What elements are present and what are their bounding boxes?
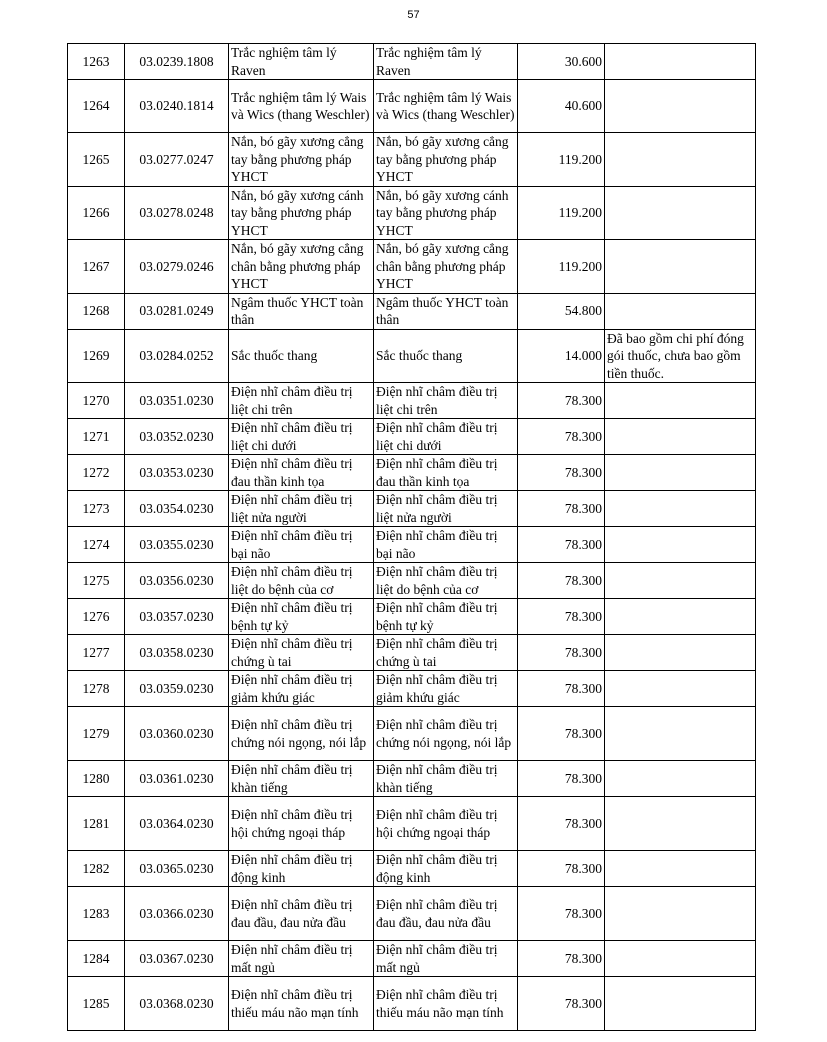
price-cell: 78.300: [518, 761, 605, 797]
service-name-cell: Điện nhĩ châm điều trị liệt chi dưới: [229, 419, 374, 455]
approved-name-cell: Điện nhĩ châm điều trị mất ngủ: [374, 941, 518, 977]
service-name-cell: Ngâm thuốc YHCT toàn thân: [229, 293, 374, 329]
approved-name-cell: Điện nhĩ châm điều trị đau đầu, đau nửa đầu: [374, 887, 518, 941]
approved-name-cell: Điện nhĩ châm điều trị động kinh: [374, 851, 518, 887]
service-name-cell: Điện nhĩ châm điều trị chứng nói ngọng, nói lắp: [229, 707, 374, 761]
note-cell: [605, 563, 756, 599]
service-name-cell: Điện nhĩ châm điều trị đau đầu, đau nửa đầu: [229, 887, 374, 941]
approved-name-cell: Sắc thuốc thang: [374, 329, 518, 383]
price-cell: 40.600: [518, 80, 605, 133]
price-cell: 78.300: [518, 887, 605, 941]
service-code-cell: 03.0358.0230: [125, 635, 229, 671]
price-cell: 78.300: [518, 797, 605, 851]
approved-name-cell: Điện nhĩ châm điều trị hội chứng ngoại tháp: [374, 797, 518, 851]
row-number-cell: 1279: [68, 707, 125, 761]
price-cell: 119.200: [518, 133, 605, 187]
approved-name-cell: Nắn, bó gãy xương cánh tay bằng phương pháp YHCT: [374, 186, 518, 240]
service-name-cell: Điện nhĩ châm điều trị thiếu máu não mạn tính: [229, 977, 374, 1031]
note-cell: [605, 419, 756, 455]
table-row: [68, 383, 756, 419]
table-row: [68, 887, 756, 941]
note-cell: Đã bao gồm chi phí đóng gói thuốc, chưa bao gồm tiền thuốc.: [605, 329, 756, 383]
service-name-cell: Điện nhĩ châm điều trị hội chứng ngoại tháp: [229, 797, 374, 851]
approved-name-cell: Điện nhĩ châm điều trị liệt chi trên: [374, 383, 518, 419]
service-code-cell: 03.0356.0230: [125, 563, 229, 599]
note-cell: [605, 293, 756, 329]
service-code-cell: 03.0281.0249: [125, 293, 229, 329]
note-cell: [605, 599, 756, 635]
approved-name-cell: Trắc nghiệm tâm lý Wais và Wics (thang Weschler): [374, 80, 518, 133]
service-code-cell: 03.0352.0230: [125, 419, 229, 455]
note-cell: [605, 133, 756, 187]
table-row: [68, 941, 756, 977]
table-row: [68, 80, 756, 133]
service-code-cell: 03.0364.0230: [125, 797, 229, 851]
price-table: [67, 43, 756, 1031]
note-cell: [605, 941, 756, 977]
note-cell: [605, 887, 756, 941]
service-name-cell: Điện nhĩ châm điều trị khàn tiếng: [229, 761, 374, 797]
price-cell: 78.300: [518, 383, 605, 419]
table-row: [68, 977, 756, 1031]
service-name-cell: Điện nhĩ châm điều trị đau thần kinh tọa: [229, 455, 374, 491]
table-row: [68, 240, 756, 294]
service-name-cell: Trắc nghiệm tâm lý Raven: [229, 44, 374, 80]
price-cell: 78.300: [518, 455, 605, 491]
approved-name-cell: Điện nhĩ châm điều trị đau thần kinh tọa: [374, 455, 518, 491]
service-code-cell: 03.0279.0246: [125, 240, 229, 294]
service-name-cell: Điện nhĩ châm điều trị liệt chi trên: [229, 383, 374, 419]
service-code-cell: 03.0368.0230: [125, 977, 229, 1031]
price-cell: 78.300: [518, 599, 605, 635]
service-name-cell: Điện nhĩ châm điều trị giảm khứu giác: [229, 671, 374, 707]
service-name-cell: Nắn, bó gãy xương cẳng tay bằng phương pháp YHCT: [229, 133, 374, 187]
service-code-cell: 03.0278.0248: [125, 186, 229, 240]
price-cell: 78.300: [518, 635, 605, 671]
service-code-cell: 03.0240.1814: [125, 80, 229, 133]
table-row: [68, 707, 756, 761]
row-number-cell: 1282: [68, 851, 125, 887]
service-name-cell: Trắc nghiệm tâm lý Wais và Wics (thang Weschler): [229, 80, 374, 133]
service-name-cell: Điện nhĩ châm điều trị liệt nửa người: [229, 491, 374, 527]
approved-name-cell: Điện nhĩ châm điều trị khàn tiếng: [374, 761, 518, 797]
note-cell: [605, 527, 756, 563]
price-cell: 78.300: [518, 851, 605, 887]
service-name-cell: Sắc thuốc thang: [229, 329, 374, 383]
price-cell: 119.200: [518, 186, 605, 240]
service-code-cell: 03.0366.0230: [125, 887, 229, 941]
row-number-cell: 1268: [68, 293, 125, 329]
approved-name-cell: Trắc nghiệm tâm lý Raven: [374, 44, 518, 80]
row-number-cell: 1281: [68, 797, 125, 851]
note-cell: [605, 635, 756, 671]
service-code-cell: 03.0355.0230: [125, 527, 229, 563]
table-row: [68, 671, 756, 707]
service-code-cell: 03.0365.0230: [125, 851, 229, 887]
service-code-cell: 03.0361.0230: [125, 761, 229, 797]
table-row: [68, 44, 756, 80]
table-row: [68, 599, 756, 635]
price-cell: 14.000: [518, 329, 605, 383]
note-cell: [605, 977, 756, 1031]
note-cell: [605, 491, 756, 527]
service-name-cell: Điện nhĩ châm điều trị động kinh: [229, 851, 374, 887]
row-number-cell: 1275: [68, 563, 125, 599]
row-number-cell: 1284: [68, 941, 125, 977]
row-number-cell: 1283: [68, 887, 125, 941]
price-cell: 78.300: [518, 671, 605, 707]
row-number-cell: 1285: [68, 977, 125, 1031]
service-code-cell: 03.0360.0230: [125, 707, 229, 761]
service-name-cell: Điện nhĩ châm điều trị bại não: [229, 527, 374, 563]
price-cell: 78.300: [518, 491, 605, 527]
note-cell: [605, 851, 756, 887]
service-code-cell: 03.0353.0230: [125, 455, 229, 491]
approved-name-cell: Điện nhĩ châm điều trị liệt do bệnh của cơ: [374, 563, 518, 599]
table-row: [68, 563, 756, 599]
table-row: [68, 186, 756, 240]
price-cell: 78.300: [518, 563, 605, 599]
note-cell: [605, 186, 756, 240]
table-row: [68, 293, 756, 329]
price-cell: 78.300: [518, 977, 605, 1031]
note-cell: [605, 671, 756, 707]
note-cell: [605, 707, 756, 761]
service-code-cell: 03.0367.0230: [125, 941, 229, 977]
approved-name-cell: Điện nhĩ châm điều trị bại não: [374, 527, 518, 563]
price-cell: 78.300: [518, 707, 605, 761]
price-cell: 78.300: [518, 527, 605, 563]
note-cell: [605, 44, 756, 80]
service-code-cell: 03.0357.0230: [125, 599, 229, 635]
row-number-cell: 1276: [68, 599, 125, 635]
note-cell: [605, 80, 756, 133]
approved-name-cell: Điện nhĩ châm điều trị chứng nói ngọng, nói lắp: [374, 707, 518, 761]
table-row: [68, 419, 756, 455]
service-name-cell: Điện nhĩ châm điều trị chứng ù tai: [229, 635, 374, 671]
price-cell: 78.300: [518, 941, 605, 977]
table-row: [68, 133, 756, 187]
row-number-cell: 1270: [68, 383, 125, 419]
service-code-cell: 03.0239.1808: [125, 44, 229, 80]
price-cell: 54.800: [518, 293, 605, 329]
approved-name-cell: Điện nhĩ châm điều trị liệt nửa người: [374, 491, 518, 527]
price-cell: 78.300: [518, 419, 605, 455]
approved-name-cell: Nắn, bó gãy xương cẳng tay bằng phương pháp YHCT: [374, 133, 518, 187]
approved-name-cell: Điện nhĩ châm điều trị bệnh tự kỷ: [374, 599, 518, 635]
note-cell: [605, 761, 756, 797]
row-number-cell: 1278: [68, 671, 125, 707]
approved-name-cell: Điện nhĩ châm điều trị liệt chi dưới: [374, 419, 518, 455]
row-number-cell: 1273: [68, 491, 125, 527]
service-code-cell: 03.0351.0230: [125, 383, 229, 419]
row-number-cell: 1269: [68, 329, 125, 383]
row-number-cell: 1264: [68, 80, 125, 133]
row-number-cell: 1271: [68, 419, 125, 455]
table-row: [68, 455, 756, 491]
service-name-cell: Điện nhĩ châm điều trị liệt do bệnh của cơ: [229, 563, 374, 599]
table-row: [68, 635, 756, 671]
row-number-cell: 1265: [68, 133, 125, 187]
approved-name-cell: Điện nhĩ châm điều trị chứng ù tai: [374, 635, 518, 671]
row-number-cell: 1272: [68, 455, 125, 491]
note-cell: [605, 797, 756, 851]
note-cell: [605, 455, 756, 491]
service-code-cell: 03.0354.0230: [125, 491, 229, 527]
row-number-cell: 1263: [68, 44, 125, 80]
note-cell: [605, 240, 756, 294]
service-name-cell: Điện nhĩ châm điều trị mất ngủ: [229, 941, 374, 977]
price-cell: 119.200: [518, 240, 605, 294]
page-number: 57: [407, 9, 420, 21]
row-number-cell: 1280: [68, 761, 125, 797]
table-row: [68, 527, 756, 563]
approved-name-cell: Điện nhĩ châm điều trị giảm khứu giác: [374, 671, 518, 707]
service-name-cell: Nắn, bó gãy xương cẳng chân bằng phương pháp YHCT: [229, 240, 374, 294]
row-number-cell: 1267: [68, 240, 125, 294]
table-row: [68, 329, 756, 383]
table-row: [68, 851, 756, 887]
approved-name-cell: Ngâm thuốc YHCT toàn thân: [374, 293, 518, 329]
service-name-cell: Điện nhĩ châm điều trị bệnh tự kỷ: [229, 599, 374, 635]
table-row: [68, 761, 756, 797]
table-row: [68, 797, 756, 851]
price-cell: 30.600: [518, 44, 605, 80]
service-name-cell: Nắn, bó gãy xương cánh tay bằng phương pháp YHCT: [229, 186, 374, 240]
service-code-cell: 03.0284.0252: [125, 329, 229, 383]
row-number-cell: 1274: [68, 527, 125, 563]
service-code-cell: 03.0277.0247: [125, 133, 229, 187]
row-number-cell: 1266: [68, 186, 125, 240]
approved-name-cell: Nắn, bó gãy xương cẳng chân bằng phương pháp YHCT: [374, 240, 518, 294]
approved-name-cell: Điện nhĩ châm điều trị thiếu máu não mạn tính: [374, 977, 518, 1031]
note-cell: [605, 383, 756, 419]
row-number-cell: 1277: [68, 635, 125, 671]
service-code-cell: 03.0359.0230: [125, 671, 229, 707]
table-row: [68, 491, 756, 527]
